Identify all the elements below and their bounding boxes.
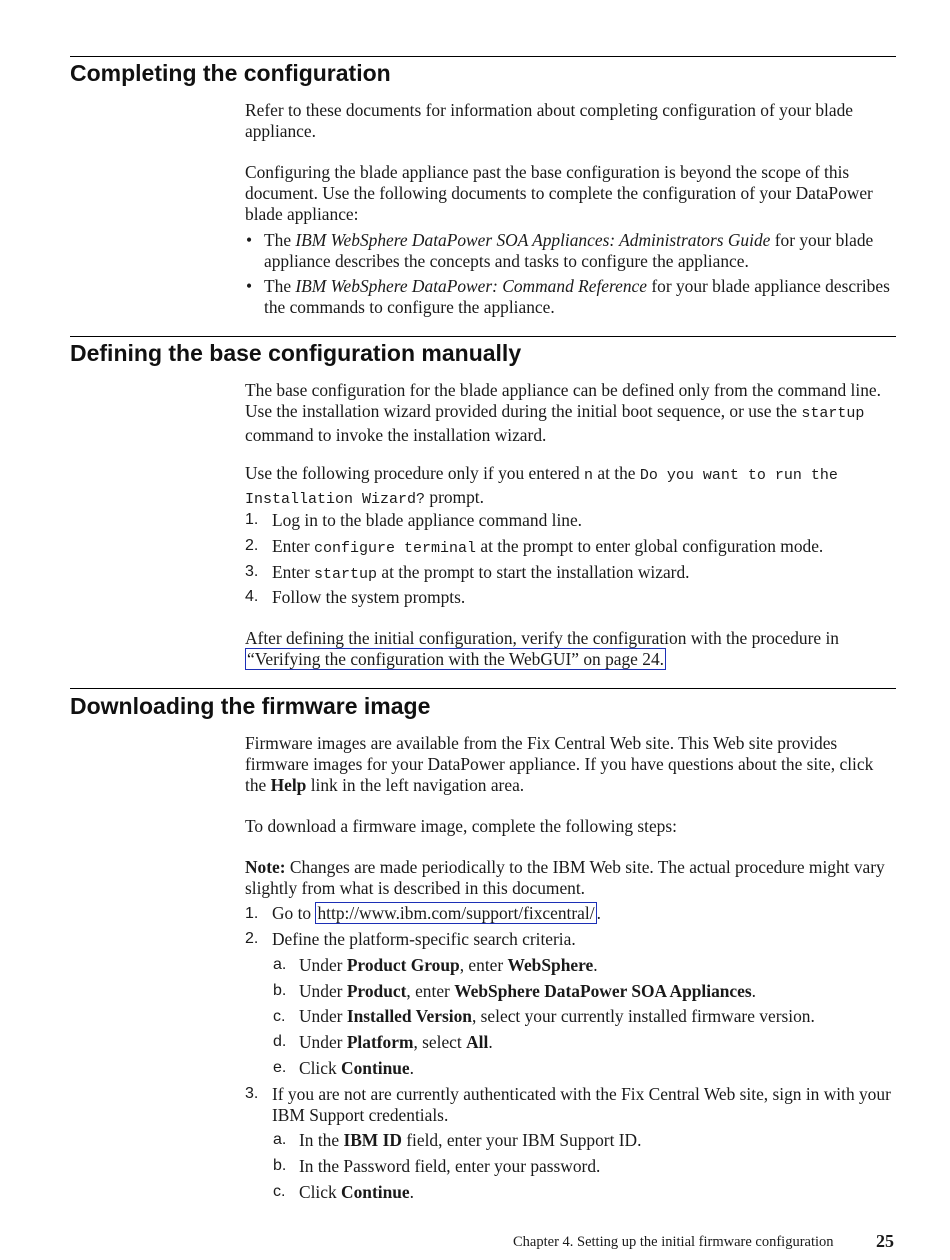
step-text: If you are not are currently authenticated with the Fix Central Web site, sign in with your IBM Support credentials.	[272, 1084, 891, 1125]
ui-term: Continue	[341, 1182, 410, 1202]
code-configure-terminal: configure terminal	[314, 540, 477, 557]
section1-para: Configuring the blade appliance past the base configuration is beyond the scope of this document. Use the following documents to complete the configuration of your DataPower blade appliance:	[245, 162, 873, 224]
text: .	[596, 903, 601, 923]
page-number: 25	[876, 1231, 894, 1251]
step-text	[272, 903, 601, 924]
text: .	[409, 1182, 415, 1202]
substep-text	[299, 1032, 493, 1053]
section-heading-downloading: Downloading the firmware image	[70, 693, 431, 719]
text: Go to	[272, 903, 316, 923]
substep-text	[299, 1058, 414, 1079]
step-number: 3.	[245, 563, 259, 580]
note	[245, 857, 897, 899]
bullet-text: for your blade appliance describes the concepts and tasks to configure the appliance.	[264, 230, 874, 271]
section2-para2	[245, 463, 897, 511]
text: .	[409, 1058, 415, 1078]
text: , enter	[459, 955, 508, 975]
text: link in the left navigation area.	[306, 774, 525, 795]
step-number: 1.	[245, 511, 259, 528]
text: .	[488, 1032, 493, 1052]
text: Under	[299, 1032, 347, 1052]
step-number: 4.	[245, 588, 259, 605]
step-text	[272, 562, 690, 586]
text: Enter	[272, 562, 315, 582]
substep-text	[299, 981, 756, 1002]
substep-letter: d.	[273, 1033, 287, 1050]
section2-after	[245, 628, 897, 670]
bullet-text: for your blade appliance describes the commands to configure the appliance.	[264, 276, 890, 317]
substep-text	[299, 1006, 815, 1027]
note-label: Note:	[245, 857, 286, 877]
section-heading-defining: Defining the base configuration manually	[70, 340, 522, 366]
help-term: Help	[270, 774, 307, 795]
text: .	[593, 955, 598, 975]
text: Enter	[272, 536, 315, 556]
text: Under	[299, 981, 347, 1001]
section2-para1	[245, 380, 897, 445]
ui-term: Continue	[341, 1058, 410, 1078]
bullet-text: The	[264, 230, 296, 250]
fixcentral-link[interactable]: http://www.ibm.com/support/fixcentral/	[317, 903, 595, 923]
step-text	[272, 536, 823, 560]
text: Under	[299, 1006, 347, 1026]
substep-text	[299, 955, 598, 976]
code-prompt: Do you want to run the Installation Wizard?	[245, 467, 838, 508]
section-heading-completing: Completing the configuration	[70, 60, 391, 86]
list-item	[264, 276, 894, 318]
bullet-icon: •	[246, 276, 253, 296]
step-text: Log in to the blade appliance command line.	[272, 510, 583, 530]
section3-para1	[245, 733, 897, 795]
text: Under	[299, 955, 347, 975]
text: , select your currently installed firmware version.	[471, 1006, 815, 1026]
bullet-icon: •	[246, 230, 253, 250]
ui-term: Product Group	[346, 955, 460, 975]
text: The base configuration for the blade appliance can be defined only from the command line. Use the installation wizard provided during the initial boot sequence, or use the	[245, 380, 881, 421]
substep-letter: b.	[273, 982, 287, 999]
text: at the	[593, 463, 640, 483]
section-rule	[70, 56, 896, 57]
step-number: 3.	[245, 1085, 259, 1102]
substep-letter: a.	[273, 1131, 287, 1148]
substep-text	[299, 1182, 414, 1203]
bullet-text: The	[264, 276, 296, 296]
substep-text	[299, 1130, 641, 1151]
text: at the prompt to enter global configuration mode.	[476, 536, 824, 556]
text: , enter	[406, 981, 455, 1001]
step-text: Follow the system prompts.	[272, 587, 466, 607]
section3-para2: To download a firmware image, complete the following steps:	[245, 816, 677, 836]
step-number: 2.	[245, 930, 259, 947]
text: Use the following procedure only if you entered	[245, 463, 585, 483]
text: prompt.	[425, 486, 484, 507]
document-title: IBM WebSphere DataPower: Command Reference	[295, 276, 647, 296]
substep-letter: a.	[273, 956, 287, 973]
text: command to invoke the installation wizard.	[245, 424, 547, 445]
ui-term: Product	[346, 981, 407, 1001]
ui-term: Installed Version	[346, 1006, 472, 1026]
document-title: IBM WebSphere DataPower SOA Appliances: Administrators Guide	[295, 230, 771, 250]
note-text: Changes are made periodically to the IBM Web site. The actual procedure might vary slightly from what is described in this document.	[245, 857, 885, 898]
text: Firmware images are available from the Fix Central Web site. This Web site provides firmware images for your DataPower appliance. If you have questions about the site, click the	[245, 733, 874, 795]
step-number: 2.	[245, 537, 259, 554]
step-number: 1.	[245, 905, 259, 922]
verify-webgui-link[interactable]: “Verifying the configuration with the WebGUI” on page 24.	[247, 648, 664, 669]
substep-letter: c.	[273, 1008, 286, 1025]
ui-term: IBM ID	[343, 1130, 402, 1150]
step-text: Define the platform-specific search criteria.	[272, 929, 576, 949]
text: .	[751, 981, 757, 1001]
ui-term: WebSphere DataPower SOA Appliances	[454, 981, 752, 1001]
section1-intro: Refer to these documents for information about completing configuration of your blade appliance.	[245, 100, 854, 141]
ui-term: Platform	[346, 1032, 414, 1052]
ui-term: WebSphere	[507, 955, 594, 975]
text: Click	[299, 1058, 342, 1078]
section-rule	[70, 336, 896, 337]
code-startup: startup	[801, 404, 865, 422]
list-item	[264, 230, 894, 272]
substep-letter: b.	[273, 1157, 287, 1174]
code-startup: startup	[314, 566, 378, 583]
text: field, enter your IBM Support ID.	[401, 1130, 642, 1150]
substep-letter: c.	[273, 1183, 286, 1200]
text: , select	[413, 1032, 467, 1052]
code-n: n	[584, 467, 594, 484]
text: In the	[299, 1130, 344, 1150]
text: Click	[299, 1182, 342, 1202]
ui-term: All	[466, 1032, 489, 1052]
chapter-footer: Chapter 4. Setting up the initial firmware configuration	[513, 1234, 834, 1250]
text: After defining the initial configuration, verify the configuration with the procedure in	[245, 628, 839, 648]
substep-letter: e.	[273, 1059, 287, 1076]
text: at the prompt to start the installation wizard.	[377, 562, 690, 582]
section-rule	[70, 688, 896, 689]
substep-text: In the Password field, enter your password.	[299, 1156, 601, 1176]
